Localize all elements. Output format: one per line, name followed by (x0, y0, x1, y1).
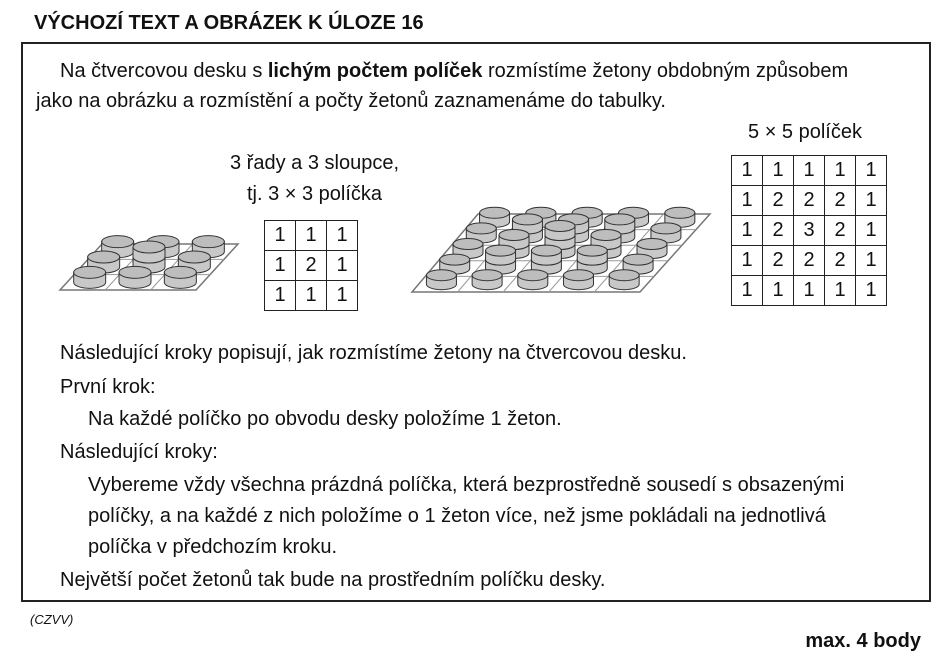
large-grid-row (732, 156, 887, 186)
large-grid-row (732, 246, 887, 276)
large-grid-cell: 1 (732, 276, 763, 306)
next-steps-line-2: políčky, a na každé z nich položíme o 1 žeton více, než jsme pokládali na jednotlivá (88, 505, 826, 527)
source-label: (CZVV) (30, 612, 74, 627)
small-board-token (119, 266, 151, 288)
steps-intro: Následující kroky popisují, jak rozmístíme žetony na čtvercovou desku. (60, 342, 687, 364)
large-grid-cell: 1 (763, 276, 794, 306)
first-step-text: Na každé políčko po obvodu desky položíme 1 žeton. (88, 408, 562, 430)
large-grid-cell: 1 (856, 276, 887, 306)
intro-line-2: jako na obrázku a rozmístění a počty žetonů zaznamenáme do tabulky. (36, 90, 666, 112)
large-board-token (518, 270, 548, 290)
large-board-token (472, 270, 502, 290)
large-caption: 5 × 5 políček (748, 121, 862, 143)
small-grid-row (265, 251, 358, 281)
large-grid-cell: 2 (825, 246, 856, 276)
large-grid-cell: 1 (732, 186, 763, 216)
small-grid-row (265, 221, 358, 251)
small-grid-cell: 1 (265, 221, 296, 251)
small-grid-cell: 1 (327, 221, 358, 251)
large-grid-cell: 1 (732, 246, 763, 276)
small-board-token (74, 266, 106, 288)
large-board-token (531, 245, 561, 265)
large-grid-cell: 1 (732, 156, 763, 186)
large-board-board (412, 207, 710, 292)
small-grid-cell: 1 (265, 251, 296, 281)
large-grid-cell: 1 (856, 246, 887, 276)
large-grid-cell: 1 (794, 156, 825, 186)
large-grid-cell: 1 (825, 276, 856, 306)
large-grid-cell: 2 (825, 216, 856, 246)
next-steps-title: Následující kroky: (60, 441, 218, 463)
large-grid-cell: 2 (794, 246, 825, 276)
small-grid-row (265, 281, 358, 311)
large-grid-row (732, 186, 887, 216)
small-caption-1: 3 řady a 3 sloupce, (230, 152, 399, 174)
small-grid-table (264, 220, 358, 311)
small-grid-cell: 1 (327, 251, 358, 281)
large-grid-cell: 1 (856, 186, 887, 216)
large-grid-cell: 1 (856, 156, 887, 186)
small-board-board (60, 236, 238, 290)
next-steps-line-3: políčka v předchozím kroku. (88, 536, 337, 558)
large-grid-row (732, 216, 887, 246)
intro-bold-text: lichým počtem políček (267, 60, 483, 82)
large-board-token (486, 245, 516, 265)
large-grid-cell: 1 (856, 216, 887, 246)
small-caption-2: tj. 3 × 3 políčka (246, 183, 383, 205)
max-points: max. 4 body (805, 630, 921, 652)
large-grid-cell: 1 (732, 216, 763, 246)
large-grid-cell: 1 (825, 156, 856, 186)
large-grid-cell: 2 (763, 246, 794, 276)
small-grid-cell: 1 (296, 221, 327, 251)
conclusion: Největší počet žetonů tak bude na prostředním políčku desky. (60, 569, 606, 591)
large-board-token (577, 245, 607, 265)
first-step-title: První krok: (60, 376, 156, 398)
large-board-token (545, 221, 575, 241)
section-heading: VÝCHOZÍ TEXT A OBRÁZEK K ÚLOZE 16 (34, 12, 424, 34)
next-steps-line-1: Vybereme vždy všechna prázdná políčka, která bezprostředně sousedí s obsazenými (88, 474, 845, 496)
small-grid-cell: 1 (296, 281, 327, 311)
small-board-token (133, 241, 165, 263)
large-grid-row (732, 276, 887, 306)
small-grid-cell: 2 (296, 251, 327, 281)
large-grid-cell: 2 (763, 216, 794, 246)
intro-text-b: rozmístíme žetony obdobným způsobem (482, 60, 849, 82)
large-grid-table (731, 155, 887, 306)
large-grid-cell: 1 (763, 156, 794, 186)
large-board-token (426, 270, 456, 290)
large-board-token (563, 270, 593, 290)
small-grid-cell: 1 (265, 281, 296, 311)
small-grid-cell: 1 (327, 281, 358, 311)
large-grid-cell: 1 (794, 276, 825, 306)
large-board-token (609, 270, 639, 290)
large-grid-cell: 2 (763, 186, 794, 216)
intro-text-a: Na čtvercovou desku s (60, 60, 268, 82)
small-board-token (164, 266, 196, 288)
large-grid-cell: 2 (825, 186, 856, 216)
large-grid-cell: 3 (794, 216, 825, 246)
large-grid-cell: 2 (794, 186, 825, 216)
